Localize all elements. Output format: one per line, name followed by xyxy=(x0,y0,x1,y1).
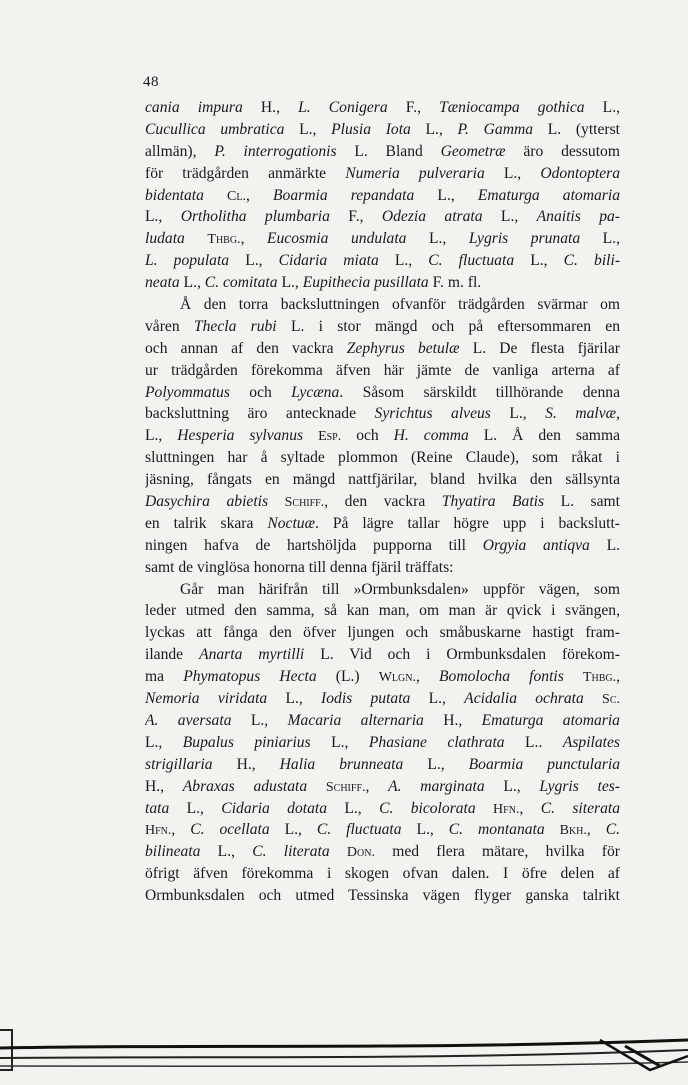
text-line: bilineata L., C. literata Don. med flera mätare, hvilka för xyxy=(145,843,620,861)
text-line: L., Ortholitha plumbaria F., Odezia atrata L., Anaitis pa- xyxy=(145,208,620,226)
text-line: Ormbunksdalen och utmed Tessinska vägen flyger ganska talrikt xyxy=(145,887,620,905)
text-line: A. aversata L., Macaria alternaria H., Ematurga atomaria xyxy=(145,711,620,729)
text-line: Dasychira abietis Schiff., den vackra Thyatira Batis L. samt xyxy=(145,493,620,511)
text-line: ilande Anarta myrtilli L. Vid och i Ormbunksdalen förekom- xyxy=(145,646,620,664)
text-line: sluttningen har å syltade plommon (Reine Claude), som råkat i xyxy=(145,449,620,467)
text-line: och annan af den vackra Zephyrus betulæ L. De flesta fjärilar xyxy=(145,339,620,357)
text-line: neata L., C. comitata L., Eupithecia pusillata F. m. fl. xyxy=(145,274,482,292)
text-line: Cucullica umbratica L., Plusia Iota L., P. Gamma L. (ytterst xyxy=(145,120,620,138)
text-line: Å den torra backsluttningen ofvanför trädgården svärmar om xyxy=(180,296,620,314)
text-line: Nemoria viridata L., Iodis putata L., Acidalia ochrata Sc. xyxy=(145,690,620,708)
text-line: allmän), P. interrogationis L. Bland Geometræ äro dessutom xyxy=(145,142,620,160)
text-line: Hfn., C. ocellata L., C. fluctuata L., C. montanata Bkh., C. xyxy=(145,821,620,839)
scan-edge-artifact xyxy=(0,1000,688,1085)
text-line: våren Thecla rubi L. i stor mängd och på eftersommaren en xyxy=(145,317,620,335)
text-line: ma Phymatopus Hecta (L.) Wlgn., Bomolocha fontis Thbg., xyxy=(145,668,620,686)
body-text xyxy=(145,97,620,907)
text-line: jäsning, fångats en mängd nattfjärilar, bland hvilka den sällsynta xyxy=(145,471,620,489)
text-line: backsluttning äro antecknade Syrichtus alveus L., S. malvæ, xyxy=(145,405,620,423)
text-line: bidentata Cl., Boarmia repandata L., Ematurga atomaria xyxy=(145,186,620,204)
text-line: tata L., Cidaria dotata L., C. bicolorata Hfn., C. siterata xyxy=(145,799,620,817)
text-line: för trädgården anmärkte Numeria pulveraria L., Odontoptera xyxy=(145,164,620,182)
text-line: Polyommatus och Lycæna. Såsom särskildt tillhörande denna xyxy=(145,383,620,401)
text-line: leder utmed den samma, så kan man, om man är qvick i svängen, xyxy=(145,602,620,620)
text-line: ningen hafva de hartshöljda pupporna till Orgyia antiqva L. xyxy=(145,536,620,554)
text-line: L., Hesperia sylvanus Esp. och H. comma L. Å den samma xyxy=(145,427,620,445)
text-line: L., Bupalus piniarius L., Phasiane clathrata L.. Aspilates xyxy=(145,733,620,751)
text-line: cania impura H., L. Conigera F., Tæniocampa gothica L., xyxy=(145,99,620,116)
text-line: öfrigt äfven förekomma i skogen ofvan dalen. I öfre delen af xyxy=(145,865,620,883)
text-line: ludata Thbg., Eucosmia undulata L., Lygris prunata L., xyxy=(145,230,620,248)
page-number: 48 xyxy=(143,74,159,90)
text-line: strigillaria H., Halia brunneata L., Boarmia punctularia xyxy=(145,755,620,773)
text-line: en talrik skara Noctuæ. På lägre tallar högre upp i backslutt- xyxy=(145,514,620,532)
text-line: ur trädgården förekomma äfven här jämte de vanliga arterna af xyxy=(145,361,620,379)
text-line: H., Abraxas adustata Schiff., A. marginata L., Lygris tes- xyxy=(145,777,620,795)
text-line: L. populata L., Cidaria miata L., C. fluctuata L., C. bili- xyxy=(145,252,620,270)
text-line: lyckas att fånga den öfver ljungen och småbuskarne hastigt fram- xyxy=(145,624,620,642)
text-line: samt de vinglösa honorna till denna fjäril träffats: xyxy=(145,558,454,576)
text-line: Går man härifrån till »Ormbunksdalen» uppför vägen, som xyxy=(180,580,620,598)
